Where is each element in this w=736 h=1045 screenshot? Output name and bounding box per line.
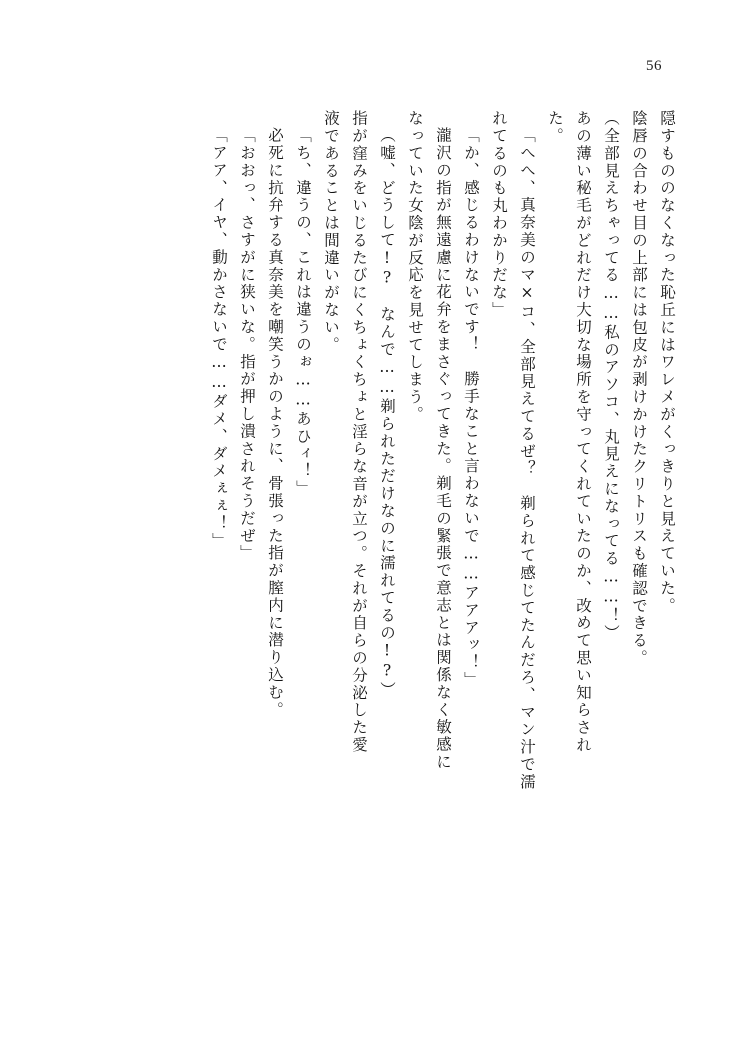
- text-line: 必死に抗弁する真奈美を嘲笑うかのように、骨張った指が膣内に潜り込む。: [266, 127, 284, 719]
- text-line: た。: [546, 110, 564, 145]
- text-line: れてるのも丸わかりだな」: [490, 110, 508, 319]
- text-line: 「へへ、真奈美のマ×コ、全部見えてるぜ？ 剃られて感じてたんだろ、マン汁で濡: [518, 127, 536, 791]
- text-line: 「おおっ、さすがに狭いな。指が押し潰されそうだぜ」: [238, 127, 256, 562]
- text-line: 「ち、違うの、これは違うのぉ……あひィ！」: [294, 127, 312, 498]
- text-line: なっていた女陰が反応を見せてしまう。: [406, 110, 424, 424]
- page-number: 56: [646, 58, 662, 74]
- text-line: 瀧沢の指が無遠慮に花弁をまさぐってきた。剃毛の緊張で意志とは関係なく敏感に: [434, 127, 452, 771]
- text-line: 液であることは間違いがない。: [322, 110, 340, 354]
- text-line: 「アア、イヤ、動かさないで……ダメ、ダメぇぇ！」: [210, 127, 228, 550]
- text-line: （全部見えちゃってる……私のアソコ、丸見えになってる……！）: [602, 110, 620, 642]
- vertical-text-body: [70, 110, 674, 985]
- text-line: 陰唇の合わせ目の上部には包皮が剥けかけたクリトリスも確認できる。: [630, 110, 648, 667]
- text-line: （嘘、どうして!? なんで……剃られただけなのに濡れてるの!?）: [378, 127, 396, 699]
- text-line: あの薄い秘毛がどれだけ大切な場所を守ってくれていたのか、改めて思い知らされ: [574, 110, 592, 754]
- text-line: 指が窪みをいじるたびにくちょくちょと淫らな音が立つ。それが自らの分泌した愛: [350, 110, 368, 754]
- text-line: 「か、感じるわけないです！ 勝手なこと言わないで……アアアッ！」: [462, 127, 480, 689]
- text-line: 隠すもののなくなった恥丘にはワレメがくっきりと見えていた。: [658, 110, 676, 615]
